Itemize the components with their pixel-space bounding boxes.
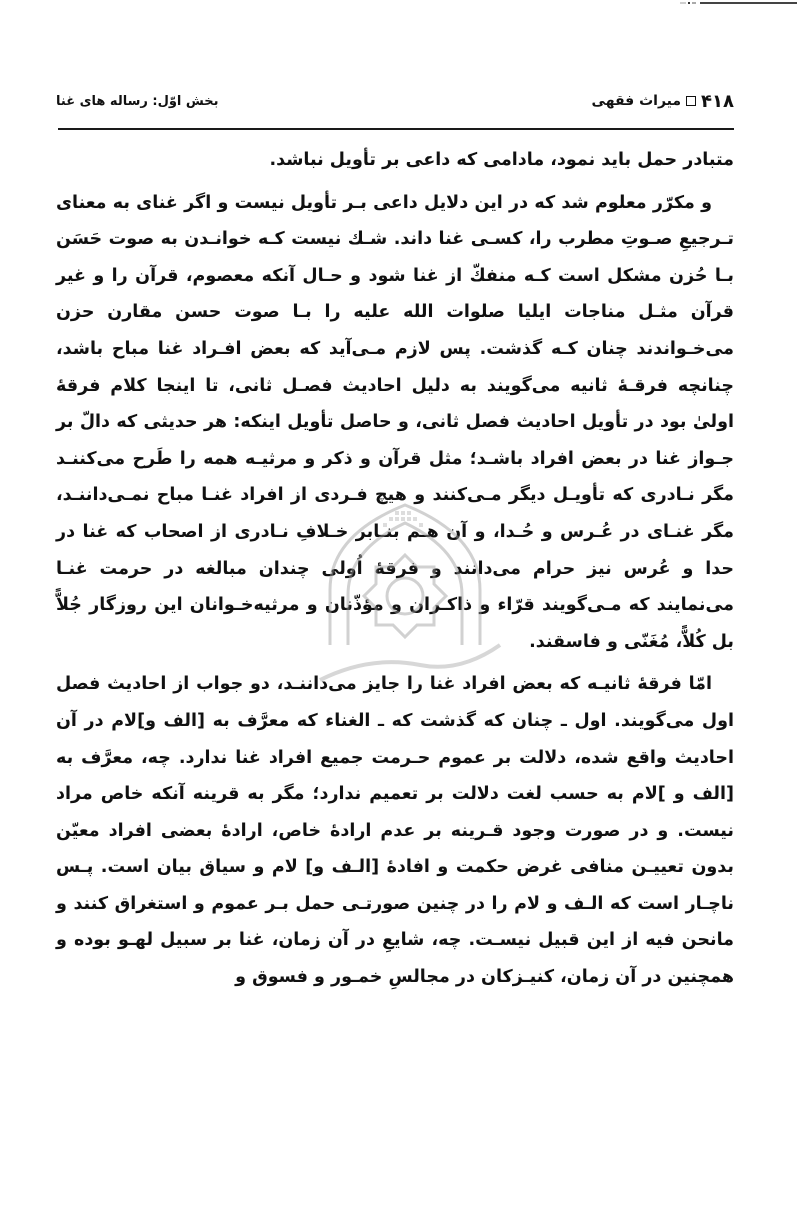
square-bullet-icon	[686, 96, 696, 106]
running-head-right	[592, 91, 734, 112]
section-title: بخش اوّل: رساله های غنا	[56, 93, 219, 109]
paragraph-continuation: متبادر حمل باید نمود، مادامی که داعی بر تأویل نباشد.	[269, 150, 734, 170]
page-body	[56, 142, 734, 1002]
page-header	[56, 88, 734, 114]
scan-edge-artifact	[680, 2, 797, 4]
page-number: ۴۱۸	[701, 90, 734, 112]
book-title: میراث فقهی	[591, 93, 682, 109]
header-rule	[58, 128, 734, 130]
paragraph: و مکرّر معلوم شد که در این دلایل داعی بـر تأویل نیست و اگر غنای به معنای تـرجیعِ صـوتِ مطرب را، کسـی غنا داند. شـك نیست کـه خوانـدن به صوت حَسَن بـا حُزن مشکل است کـه منفكّ از غنا شود و حـال آنکه معصوم، قرآن را و غیر قرآن مثـل مناجات ایلیا صلوات الله علیه را بـا صوت حسن مقارن حزن می‌خـواندند چنان کـه گذشت. پس لازم مـی‌آید که بعض افـراد غنا مباح باشد، چنانچه فرقـهٔ ثانیه می‌گویند به دلیل احادیث فصـل ثانی، تا اینجا کلام فرقهٔ اولیٰ بود در تأویل احادیث فصل ثانی، و حاصل تأویل اینکه: هر حدیثی که دالّ بر جـواز غنا در بعض افراد باشـد؛ مثل قرآن و ذکر و مرثیـه همه را طَرح می‌کننـد مگر نـادری که تأویـل دیگر مـی‌کنند و هیچ فـردی از افراد غنـا مباح نمـی‌داننـد، مگر غنـای در عُـرس و حُـدا، و آن هـم بنـابر خـلافِ نـادری از اصحاب که غنا در حدا و عُرس نیز حرام می‌دانند و فرقهٔ اُولی چندان مبالغه در حرمت غنـا می‌نمایند که مـی‌گویند قرّاء و ذاکـران و مؤذّنان و مرثیه‌خـوانان این روزگار جُلاًّ بل کُلاًّ، مُغَنّی و فاسقند.	[56, 192, 734, 652]
paragraph: امّا فرقهٔ ثانیـه که بعض افراد غنا را جایز می‌داننـد، دو جواب از احادیث فصل اول می‌گویند. اول ـ چنان که گذشت که ـ الغناء که معرَّف به [الف و]لام در آن احادیث واقع شده، دلالت بر عموم حـرمت جمیع افراد غنا ندارد. چه، معرَّف به [الف و ]لام به حسب لغت دلالت بر تعمیم ندارد؛ مگر به قرینه آنکه خاص مراد نیست. و در صورت وجود قـرینه بر عدم ارادهٔ خاص، ارادهٔ بعضی افراد معیّن بدون تعییـن منافی غرض حکمت و افادهٔ [الـف و] لام و سیاق بیان است. پـس ناچـار است که الـف و لام را در چنین صورتـی حمل بـر عموم و استغراق کنند و مانحن فیه از این قبیل نیسـت. چه، شایعِ در آن زمان، غنا بر سبیل لهـو بوده و همچنین در آن زمان، کنیـزکان در مجالسِ خمـور و فسوق و	[56, 674, 734, 988]
